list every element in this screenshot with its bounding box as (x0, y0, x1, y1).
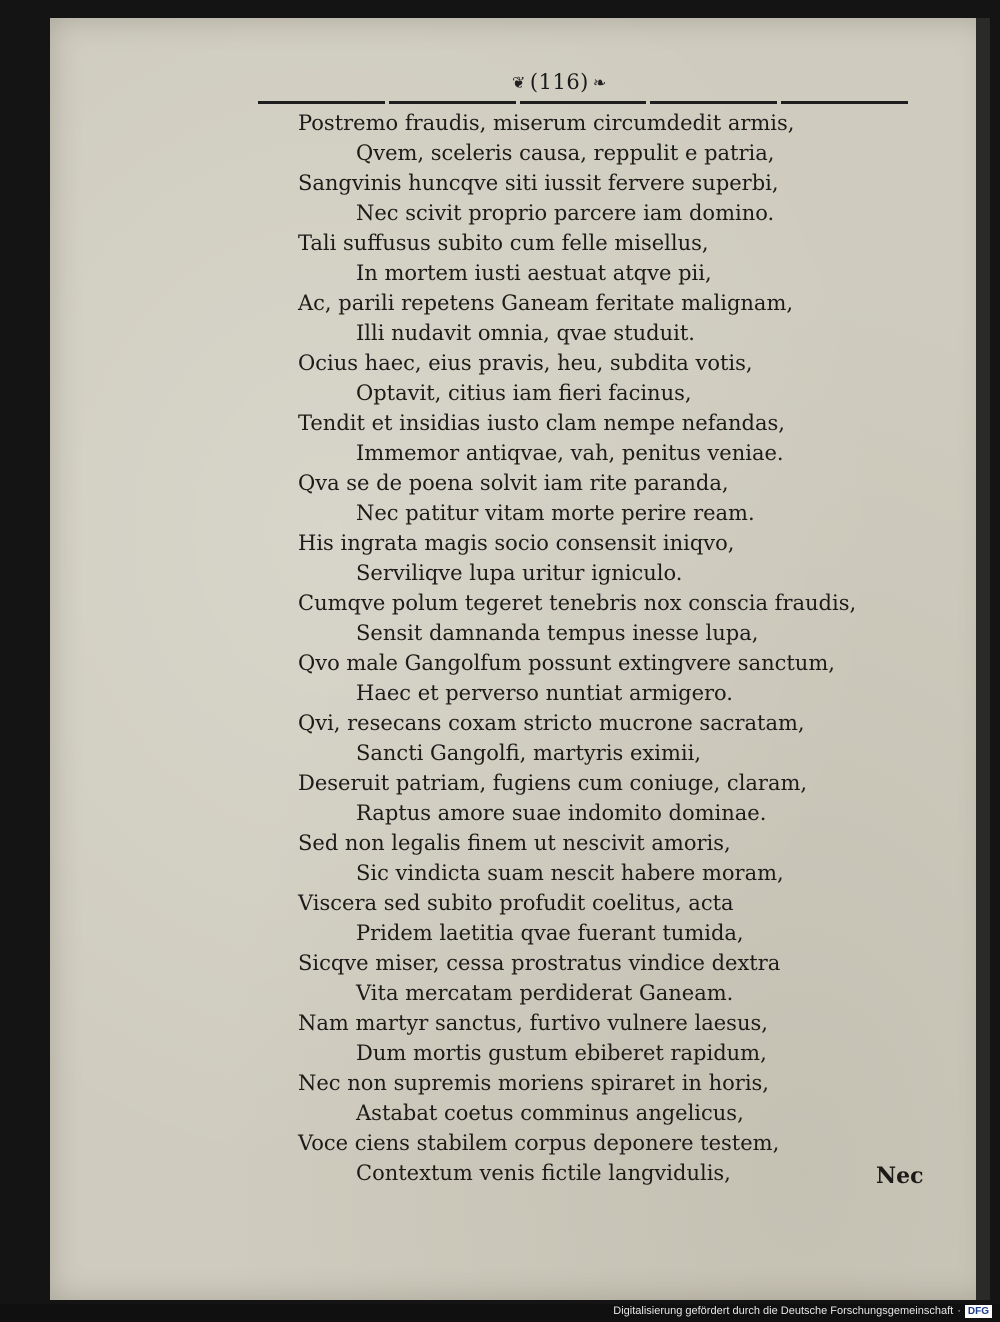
poem-line: Immemor antiqvae, vah, penitus veniae. (356, 441, 784, 465)
poem-line: Viscera sed subito profudit coelitus, acta (298, 891, 734, 915)
rule-segment (389, 101, 516, 104)
poem-line: Deseruit patriam, fugiens cum coniuge, claram, (298, 771, 808, 795)
poem-line: Sancti Gangolfi, martyris eximii, (356, 741, 701, 765)
poem-line: Pridem laetitia qvae fuerant tumida, (356, 921, 744, 945)
poem-line: Cumqve polum tegeret tenebris nox conscia fraudis, (298, 591, 857, 615)
catchword: Nec (876, 1163, 924, 1189)
header-ornament-right: ❧ (592, 72, 607, 92)
digitization-footer (613, 1302, 992, 1320)
poem-line: Contextum venis fictile langvidulis, (356, 1161, 731, 1185)
header-ornament-left: ❦ (512, 72, 526, 92)
poem-line: Sic vindicta suam nescit habere moram, (356, 861, 784, 885)
poem-line: Sensit damnanda tempus inesse lupa, (356, 621, 759, 645)
poem-line: Raptus amore suae indomito dominae. (356, 801, 767, 825)
poem-line: Haec et perverso nuntiat armigero. (356, 681, 733, 705)
poem-line: Voce ciens stabilem corpus deponere testem, (298, 1131, 780, 1155)
poem-line: Tendit et insidias iusto clam nempe nefandas, (298, 411, 785, 435)
poem-line: Nam martyr sanctus, furtivo vulnere laesus, (298, 1011, 768, 1035)
poem-line: Nec scivit proprio parcere iam domino. (356, 201, 775, 225)
page-edge-shadow (976, 18, 990, 1300)
poem-line: His ingrata magis socio consensit iniqvo, (298, 531, 735, 555)
poem-line: Sangvinis huncqve siti iussit fervere superbi, (298, 171, 779, 195)
poem-line: Ac, parili repetens Ganeam feritate malignam, (298, 291, 794, 315)
poem-line: Qvem, sceleris causa, reppulit e patria, (356, 141, 775, 165)
poem-line: Sed non legalis finem ut nescivit amoris, (298, 831, 731, 855)
poem-line: Illi nudavit omnia, qvae studuit. (356, 321, 695, 345)
poem-line: Qvi, resecans coxam stricto mucrone sacratam, (298, 711, 805, 735)
page-header (512, 70, 607, 94)
poem-line: In mortem iusti aestuat atqve pii, (356, 261, 712, 285)
footer-credit: Digitalisierung gefördert durch die Deutsche Forschungsgemeinschaft (613, 1305, 954, 1317)
poem-line: Serviliqve lupa uritur igniculo. (356, 561, 683, 585)
dfg-logo: DFG (965, 1305, 992, 1318)
poem-line: Qva se de poena solvit iam rite paranda, (298, 471, 729, 495)
poem-line: Vita mercatam perdiderat Ganeam. (356, 981, 734, 1005)
poem-line: Ocius haec, eius pravis, heu, subdita votis, (298, 351, 753, 375)
poem-text-block (298, 108, 878, 1188)
rule-segment (258, 101, 385, 104)
poem-line: Nec non supremis moriens spiraret in horis, (298, 1071, 769, 1095)
rule-segment (650, 101, 777, 104)
poem-line: Tali suffusus subito cum felle misellus, (298, 231, 709, 255)
footer-separator: · (957, 1305, 961, 1317)
poem-line: Optavit, citius iam fieri facinus, (356, 381, 692, 405)
poem-line: Astabat coetus comminus angelicus, (356, 1101, 744, 1125)
poem-line: Dum mortis gustum ebiberet rapidum, (356, 1041, 767, 1065)
poem-line: Nec patitur vitam morte perire ream. (356, 501, 755, 525)
page-number: (116) (529, 70, 589, 94)
poem-line: Qvo male Gangolfum possunt extingvere sanctum, (298, 651, 835, 675)
header-rule (258, 100, 908, 106)
poem-line: Sicqve miser, cessa prostratus vindice dextra (298, 951, 781, 975)
rule-segment (781, 101, 908, 104)
poem-line: Postremo fraudis, miserum circumdedit armis, (298, 111, 795, 135)
rule-segment (520, 101, 647, 104)
